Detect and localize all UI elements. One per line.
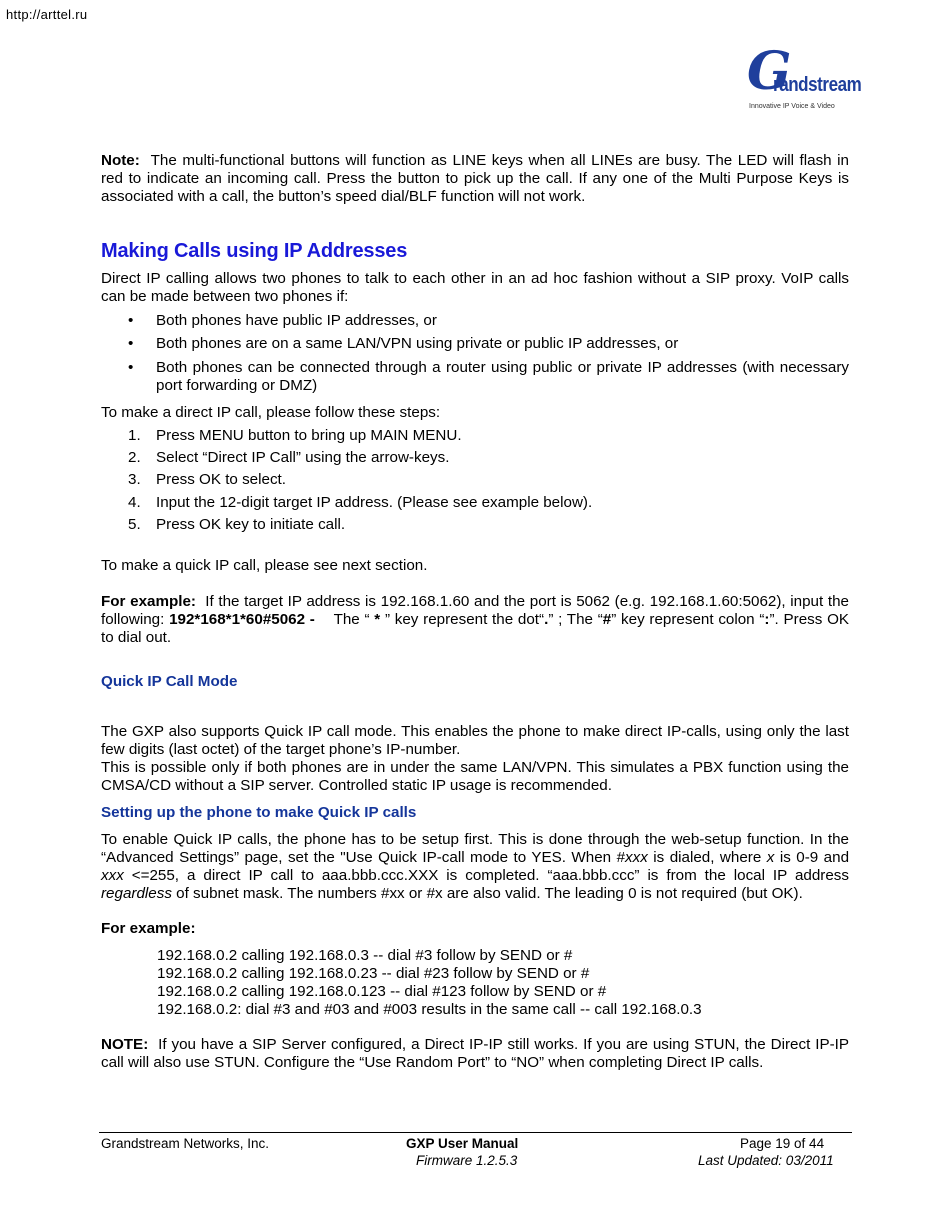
example-paragraph — [101, 593, 849, 647]
setup-text: is dialed, where — [647, 849, 767, 866]
star-key: * — [369, 611, 385, 628]
example-label: For example: — [101, 593, 196, 610]
hash-key: # — [602, 611, 612, 628]
setup-italic: xxx — [625, 849, 648, 866]
step-number: 4. — [128, 494, 141, 511]
bullet-text: Both phones can be connected through a router using public or private IP addresses (with necessary port forwarding or DMZ) — [156, 359, 849, 394]
footer-page-number: Page 19 of 44 — [740, 1136, 825, 1151]
footer-last-updated: Last Updated: 03/2011 — [698, 1153, 834, 1168]
bullet-text: Both phones are on a same LAN/VPN using private or public IP addresses, or — [156, 335, 679, 352]
step-number: 2. — [128, 449, 141, 466]
setup-text: is 0-9 and — [774, 849, 850, 866]
footer-firmware: Firmware 1.2.5.3 — [416, 1153, 518, 1168]
logo-tagline: Innovative IP Voice & Video — [749, 103, 835, 110]
note-text: The multi-functional buttons will function as LINE keys when all LINEs are busy. The LED will flash in red to indicate an incoming call. Press the button to pick up the call. If any one of the Multi Purpose Keys is associated with a call, the button’s speed dial/BLF function will not work. — [101, 152, 849, 205]
step-number: 1. — [128, 427, 141, 444]
setup-text: To enable Quick IP calls, the phone has to be setup first. This is done through the web-setup function. In the “Advanced Settings” page, set the "Use Quick IP-call mode to YES. When # — [101, 831, 849, 866]
dot-key: . — [544, 611, 549, 628]
footer-company: Grandstream Networks, Inc. — [101, 1136, 270, 1151]
note-label: Note: — [101, 152, 140, 169]
footer-divider — [99, 1132, 852, 1133]
step-text: Input the 12-digit target IP address. (Please see example below). — [156, 494, 593, 511]
setup-italic: x — [766, 849, 775, 866]
setup-paragraph — [101, 831, 849, 903]
colon-key: : — [764, 611, 770, 628]
note-stun-text: If you have a SIP Server configured, a Direct IP-IP still works. If you are using STUN, the Direct IP-IP call will also use STUN. Configure the “Use Random Port” to “NO” when completing Direct IP calls. — [101, 1036, 849, 1071]
example-line: 192.168.0.2: dial #3 and #03 and #003 results in the same call -- call 192.168.0.3 — [157, 1001, 702, 1018]
example-text: If the target IP address is 192.168.1.60 and the port is 5062 (e.g. 192.168.1.60:5062), input the following: — [101, 593, 849, 628]
note-stun-label: NOTE: — [101, 1036, 149, 1053]
note-stun-paragraph — [101, 1036, 849, 1072]
bullet-icon: • — [128, 359, 134, 376]
example-text: ” key represent colon “ — [611, 611, 765, 628]
example-text: ”. Press OK to dial out. — [101, 611, 850, 646]
step-number: 3. — [128, 471, 141, 488]
subheading-setup: Setting up the phone to make Quick IP calls — [101, 804, 417, 821]
example-text: The “ — [333, 611, 370, 628]
logo-initial: G — [747, 41, 792, 102]
example-line: 192.168.0.2 calling 192.168.0.3 -- dial #3 follow by SEND or # — [157, 947, 573, 964]
source-url: http://arttel.ru — [6, 7, 88, 22]
logo-wordmark: randstream — [773, 74, 862, 96]
steps-intro: To make a direct IP call, please follow these steps: — [101, 404, 441, 421]
quick-ip-para-1: The GXP also supports Quick IP call mode. This enables the phone to make direct IP-calls, using only the last few digits (last octet) of the target phone’s IP-number. — [101, 723, 849, 758]
setup-italic: xxx — [101, 867, 124, 884]
example-text: ” ; The “ — [548, 611, 603, 628]
grandstream-logo — [745, 41, 862, 110]
example-line: 192.168.0.2 calling 192.168.0.123 -- dial #123 follow by SEND or # — [157, 983, 607, 1000]
section-intro: Direct IP calling allows two phones to talk to each other in an ad hoc fashion without a SIP proxy. VoIP calls can be made between two phones if: — [101, 270, 849, 305]
step-text: Press MENU button to bring up MAIN MENU. — [156, 427, 462, 444]
setup-text: of subnet mask. The numbers #xx or #x are also valid. The leading 0 is not required (but OK). — [171, 885, 803, 902]
example-label-2: For example: — [101, 920, 196, 937]
section-heading-ip-calls: Making Calls using IP Addresses — [101, 240, 408, 262]
step-number: 5. — [128, 516, 141, 533]
quick-ip-para-2: This is possible only if both phones are in under the same LAN/VPN. This simulates a PBX function using the CMSA/CD without a SIP server. Controlled static IP usage is recommended. — [101, 759, 849, 794]
step-text: Press OK to select. — [156, 471, 286, 488]
example-text: ” key represent the dot“ — [384, 611, 545, 628]
example-line: 192.168.0.2 calling 192.168.0.23 -- dial #23 follow by SEND or # — [157, 965, 590, 982]
example-code: 192*168*1*60#5062 - — [169, 611, 315, 628]
quick-ip-reference: To make a quick IP call, please see next section. — [101, 557, 428, 574]
step-text: Select “Direct IP Call” using the arrow-keys. — [156, 449, 450, 466]
footer-manual-title: GXP User Manual — [406, 1136, 519, 1151]
section-heading-quick-ip: Quick IP Call Mode — [101, 673, 238, 690]
note-paragraph — [101, 152, 849, 206]
bullet-text: Both phones have public IP addresses, or — [156, 312, 437, 329]
bullet-icon: • — [128, 335, 134, 352]
setup-italic: regardless — [101, 885, 172, 902]
step-text: Press OK key to initiate call. — [156, 516, 346, 533]
setup-text: <=255, a direct IP call to aaa.bbb.ccc.XXX is completed. “aaa.bbb.ccc” is from the local IP address — [123, 867, 849, 884]
bullet-icon: • — [128, 312, 134, 329]
